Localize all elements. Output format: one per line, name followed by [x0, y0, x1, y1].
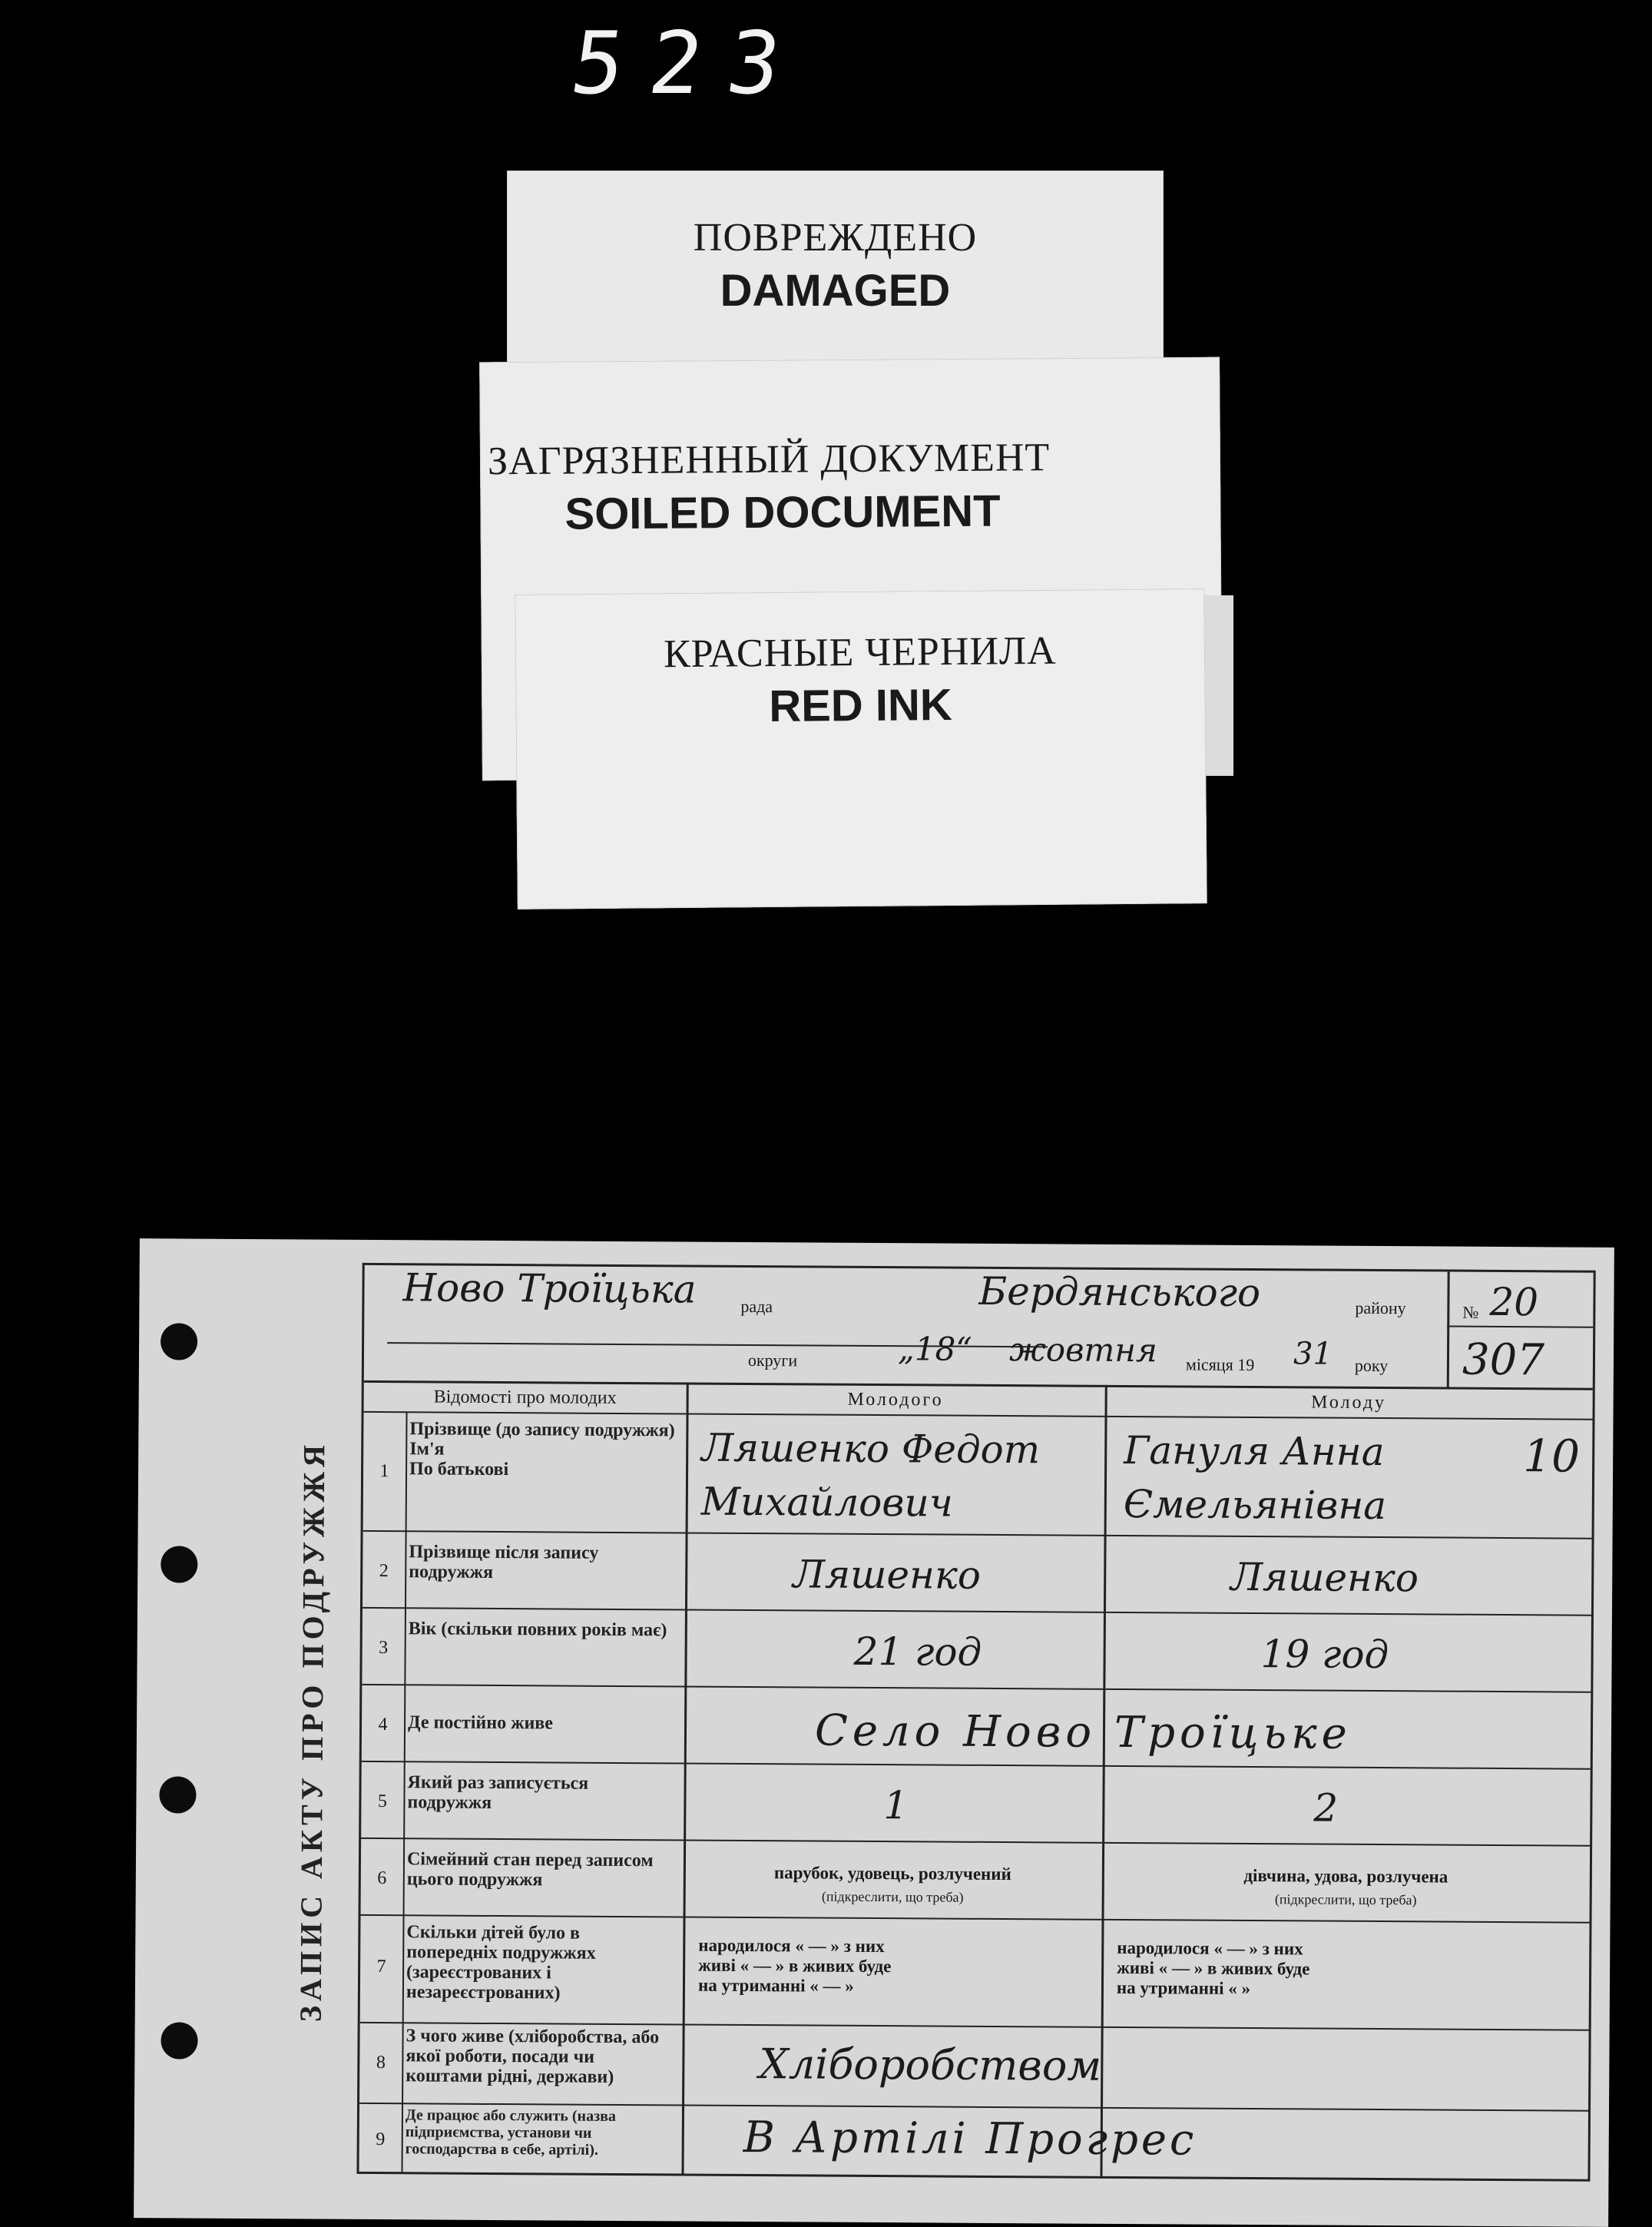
frame-number: 523 — [564, 14, 813, 114]
groom-status-note: (підкреслити, що треба) — [821, 1888, 964, 1905]
row-number: 4 — [378, 1715, 388, 1735]
groom-new-surname-handwritten: Ляшенко — [793, 1552, 982, 1598]
raion-label: району — [1355, 1297, 1406, 1318]
row-label: Який раз записується подружжя — [407, 1772, 589, 1813]
groom-marriage-count-handwritten: 1 — [883, 1783, 909, 1828]
bride-name-handwritten: Гануля Анна Ємельянівна — [1123, 1427, 1387, 1529]
month-year-label: місяця 19 — [1185, 1354, 1255, 1375]
groom-children-fields: народилося « — » з них живі « — » в живих буде на утриманні « — » — [697, 1935, 892, 1996]
row-number: 5 — [377, 1791, 388, 1812]
stamp-number-handwritten: 307 — [1462, 1334, 1545, 1386]
row-number: 1 — [379, 1461, 389, 1482]
grid-line — [681, 1382, 688, 2173]
roku-label: року — [1354, 1355, 1389, 1376]
row-label: Де працює або служить (назва підприємства, установи чи господарства в себе, артілі). — [405, 2106, 617, 2159]
form-side-title: ЗАПИС АКТУ ПРО ПОДРУЖЖЯ — [293, 1440, 332, 2023]
row-label: З чого живе (хліборобства, або якої роботи, посади чи коштами рідні, держави) — [406, 2026, 660, 2087]
punch-hole — [161, 2022, 197, 2059]
date-month-handwritten: жовтня — [1008, 1331, 1157, 1370]
year-handwritten: 31 — [1293, 1336, 1333, 1372]
groom-name-handwritten: Ляшенко Федот Михайлович — [700, 1425, 1041, 1526]
grid-line — [362, 1761, 1591, 1770]
form-grid — [356, 1263, 1595, 2182]
bride-children-fields: народилося « — » з них живі « — » в живих буде на утриманні « » — [1116, 1937, 1310, 1998]
row-label: Де постійно живе — [407, 1712, 554, 1734]
record-number-handwritten: 20 — [1489, 1279, 1539, 1325]
village-handwritten: Ново Троїцька — [402, 1265, 697, 1312]
row-number: 7 — [376, 1957, 386, 1977]
grid-line — [361, 1914, 1590, 1924]
row-number: 9 — [376, 2129, 386, 2150]
grid-line — [361, 1838, 1590, 1847]
workplace-handwritten: В Артілі Прогрес — [743, 2112, 1197, 2166]
bride-status-note: (підкреслити, що треба) — [1274, 1891, 1417, 1908]
row-number: 8 — [376, 2053, 386, 2073]
number-divider — [1447, 1326, 1593, 1328]
row-label: Сімейний стан перед записом цього подружжя — [406, 1849, 654, 1891]
column-info-header: Відомості про молодих — [433, 1387, 617, 1408]
groom-age-handwritten: 21 год — [853, 1629, 982, 1675]
groom-status-options: парубок, удовець, розлучений — [773, 1863, 1011, 1884]
row-label: Прізвище після запису подружжя — [409, 1542, 599, 1582]
red-ink-ru-label: КРАСНЫЕ ЧЕРНИЛА — [663, 628, 1057, 677]
district-handwritten: Бердянського — [978, 1268, 1261, 1316]
date-day-handwritten: „18“ — [897, 1330, 972, 1368]
margin-note-handwritten: 10 — [1523, 1430, 1581, 1483]
row-number: 6 — [377, 1868, 387, 1889]
grid-line — [363, 1530, 1592, 1539]
soiled-en-label: SOILED DOCUMENT — [564, 485, 1001, 539]
red-ink-en-label: RED INK — [768, 679, 953, 732]
punch-hole — [161, 1546, 197, 1582]
row-label: Скільки дітей було в попередніх подружжях (зареєстрованих і незареєстрованих) — [406, 1922, 596, 2003]
row-number: 3 — [379, 1638, 389, 1659]
bride-marriage-count-handwritten: 2 — [1313, 1785, 1339, 1831]
grid-line — [362, 1684, 1591, 1693]
bride-status-options: дівчина, удова, розлучена — [1243, 1865, 1448, 1887]
bride-age-handwritten: 19 год — [1260, 1632, 1389, 1678]
header-divider — [1447, 1272, 1450, 1387]
number-label: № — [1462, 1302, 1479, 1322]
column-groom-header: Молодого — [847, 1389, 944, 1410]
row-label: Вік (скільки повних років має) — [408, 1619, 667, 1641]
row-label: Прізвище (до запису подружжя) Ім'я По батькові — [409, 1419, 675, 1480]
column-bride-header: Молоду — [1311, 1392, 1387, 1413]
red-ink-notice-card — [515, 588, 1207, 910]
okrugy-label: округи — [747, 1350, 798, 1370]
damaged-en-label: DAMAGED — [720, 266, 951, 316]
residence-handwritten: Село Ново Троїцьке — [814, 1705, 1352, 1759]
rada-label: рада — [740, 1296, 773, 1317]
damaged-ru-label: ПОВРЕЖДЕНО — [693, 216, 978, 260]
punch-hole — [161, 1323, 197, 1360]
bride-new-surname-handwritten: Ляшенко — [1230, 1554, 1419, 1601]
row-number: 2 — [379, 1561, 389, 1582]
punch-hole — [159, 1776, 196, 1813]
marriage-record-form — [134, 1238, 1614, 2227]
livelihood-handwritten: Хліборобством — [759, 2040, 1102, 2090]
soiled-ru-label: ЗАГРЯЗНЕННЫЙ ДОКУМЕНТ — [487, 436, 1051, 484]
grid-line — [363, 1607, 1591, 1616]
